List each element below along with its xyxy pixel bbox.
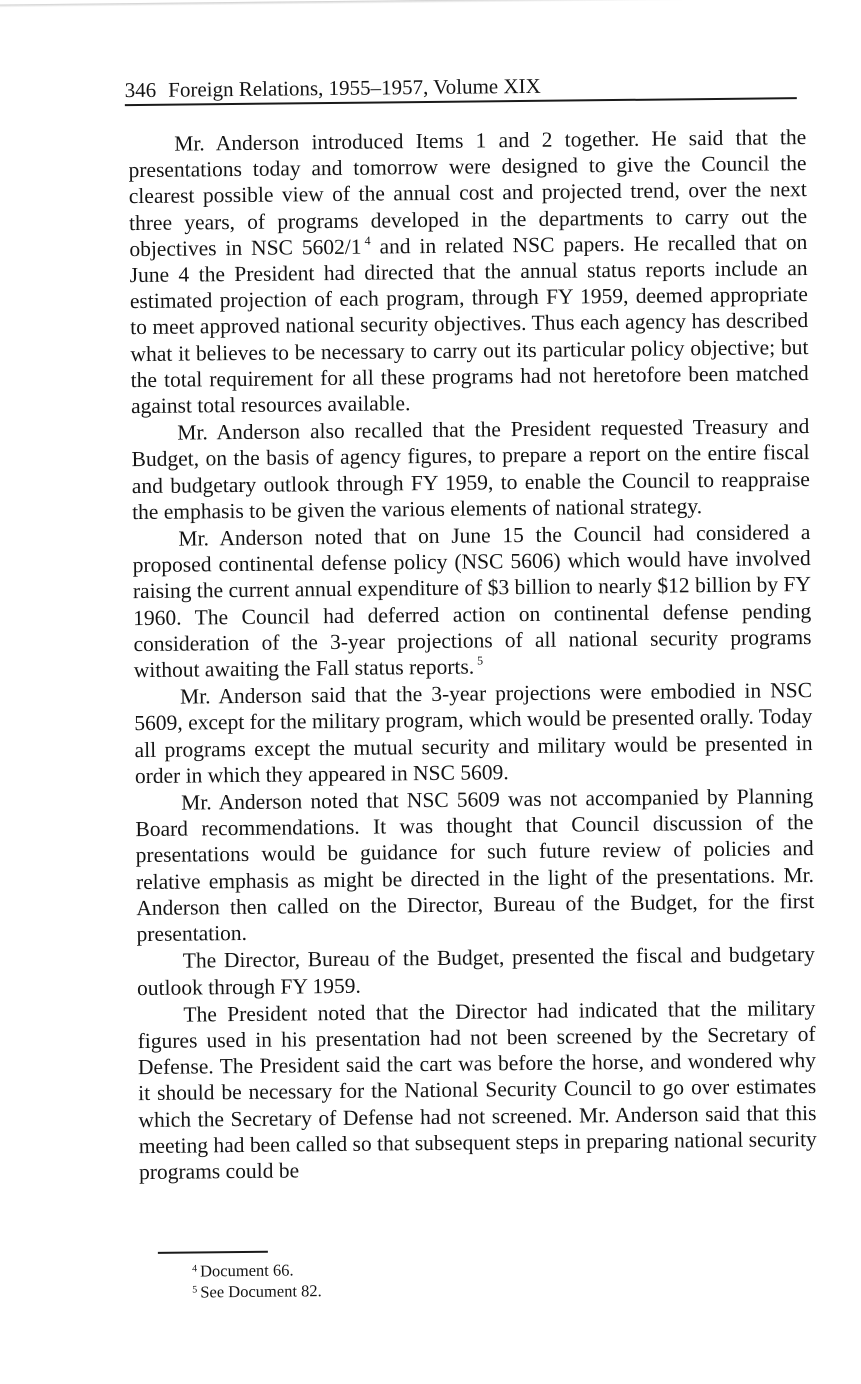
paragraph: Mr. Anderson noted that on June 15 the Council had considered a proposed continental defense policy (NSC 5606) which would have involved raising the current annual expenditure of $3 billion to nearly $12 billion by FY 1960. The Council had deferred action on continental defense pending consideration of the 3-year projections of all national security programs without awaiting the Fall status reports. $^5$ <box>132 520 812 683</box>
paragraph: Mr. Anderson said that the 3-year projections were embodied in NSC 5609, except for the military program, which would be presented orally. Today all programs except the mutual security and military would be presented in order in which they appeared in NSC 5609. <box>134 678 813 788</box>
paragraph: The President noted that the Director had indicated that the military figures used in his presentation had not been screened by the Secretary of Defense. The President said the cart was before the horse, and wondered why it should be necessary for the National Security Council to go over estimates which the Secretary of Defense had not screened. Mr. Anderson said that this meeting had been called so that subsequent steps in preparing national security programs could be <box>137 995 817 1184</box>
footnotes <box>192 1259 322 1302</box>
paragraph: Mr. Anderson also recalled that the President requested Treasury and Budget, on the basis of agency figures, to prepare a report on the entire fiscal and budgetary outlook through FY 1959, to enable the Council to reappraise the emphasis to be given the various elements of national strategy. <box>131 414 810 524</box>
running-head-title: Foreign Relations, 1955–1957, Volume XIX <box>168 73 541 102</box>
footnote-text: Document 66. <box>199 1260 294 1281</box>
paragraph: Mr. Anderson introduced Items 1 and 2 together. He said that the presentations today and tomorrow were designed to give the Council the clearest possible view of the annual cost and projected trend, over the next three years, of programs developed in the departments to carry out the objectives in NSC 5602/1 $^4$ and in related NSC papers. He recalled that on June 4 the President had directed that the annual status reports include an estimated projection of each program, through FY 1959, deemed appropriate to meet approved national security objectives. Thus each agency has described what it believes to be necessary to carry out its particular policy objective; but the total requirement for all these programs had not heretofore been matched against total resources available. <box>128 125 809 419</box>
footnote <box>192 1280 322 1302</box>
page-number: 346 <box>124 77 157 103</box>
paragraph: The Director, Bureau of the Budget, presented the fiscal and budgetary outlook through FY 1959. <box>136 942 815 1000</box>
body-text <box>128 124 817 1185</box>
footnote-divider <box>158 1251 268 1254</box>
footnote-ref: 4 <box>364 233 371 248</box>
running-head <box>125 70 797 106</box>
footnote-text: See Document 82. <box>200 1281 322 1302</box>
footnote <box>192 1259 322 1281</box>
paragraph: Mr. Anderson noted that NSC 5609 was not accompanied by Planning Board recommendations. It was thought that Council discussion of the presentations would be guidance for such future review of policies and relative emphasis as might be directed in the light of the presentations. Mr. Anderson then called on the Director, Bureau of the Budget, for the first presentation. <box>135 784 815 947</box>
page-top-edge <box>0 0 854 8</box>
footnote-marker: 4 <box>191 1263 198 1275</box>
footnote-ref: 5 <box>476 653 484 668</box>
footnote-marker: 5 <box>192 1284 198 1296</box>
